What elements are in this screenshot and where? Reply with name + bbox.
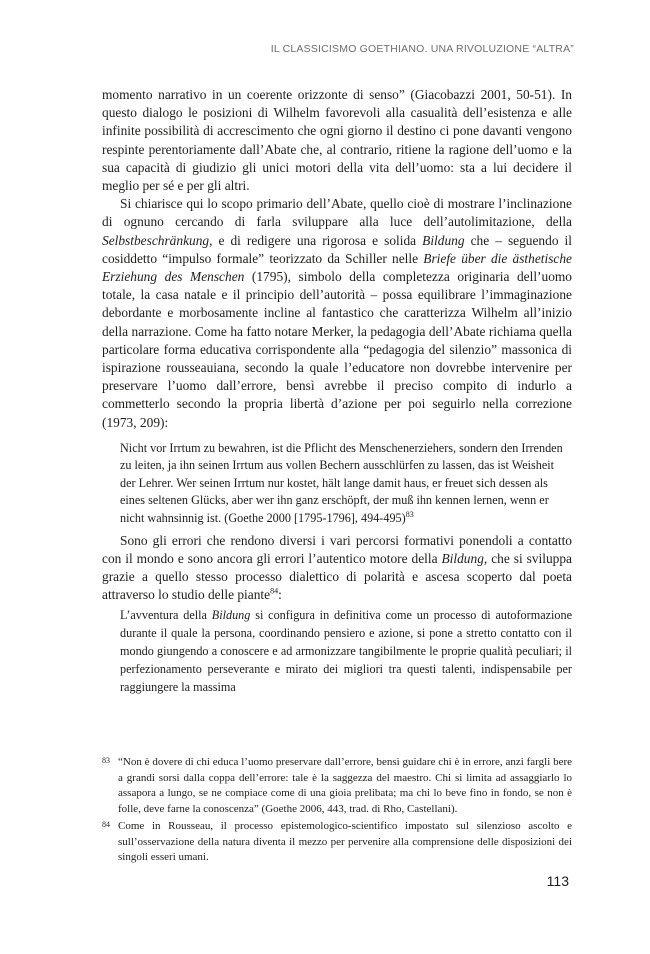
text-run: (1795), simbolo della completezza originaria dell’uomo totale, la casa natale e il principio dell’autorità – possa equilibrare l’immaginazione debordante e morbosamente incline al fantastico che caratterizza Wilhelm all’inizio della narrazione. Come ha fatto notare Merker, la pedagogia dell’Abate richiama quella particolare forma educativa corrispondente alla “pedagogia del silenzio” massonica di ispirazione rousseauiana, secondo la quale l’educatore non dovrebbe intervenire per preservare l’uomo dall’errore, bensì avrebbe il preciso compito di indurlo a commetterlo secondo la propria libertà d’azione per poi seguirlo nella correzione (1973, 209): bbox=[102, 269, 572, 430]
italic-term-bildung: Bildung bbox=[441, 551, 484, 566]
block-quote-german bbox=[120, 440, 572, 527]
footnote-number: 83 bbox=[102, 756, 110, 765]
footnotes bbox=[102, 755, 572, 868]
footnote-number: 84 bbox=[102, 820, 110, 829]
paragraph-3 bbox=[102, 532, 572, 604]
page-number: 113 bbox=[546, 873, 569, 889]
footnote-84 bbox=[102, 819, 572, 866]
text-run: L’avventura della bbox=[120, 608, 212, 622]
footnote-text: Come in Rousseau, il processo epistemologico-scientifico impostato sul silenzioso ascolto e sull’osservazione della natura diventa il mezzo per pervenire alla comprensione delle disposizioni dei singoli esseri umani. bbox=[118, 820, 572, 863]
paragraph-1: momento narrativo in un coerente orizzonte di senso” (Giacobazzi 2001, 50-51). In questo dialogo le posizioni di Wilhelm favorevoli alla casualità dell’esistenza e alle infinite possibilità di accrescimento che ogni giorno il destino ci pone davanti vengono respinte perentoriamente dall’Abate che, al contrario, ritiene la ragione dell’uomo e la sua capacità di giudizio gli unici motori della vita dell’uomo: sta a lui decidere il meglio per sé e per gli altri. bbox=[102, 87, 572, 194]
text-run: Sono gli errori che rendono diversi i vari percorsi formativi ponendoli a contatto con il mondo e sono ancora gli errori l’autentico motore della bbox=[102, 533, 572, 566]
italic-term-selbstbeschraenkung: Selbstbeschränkung bbox=[102, 232, 210, 248]
running-head: IL CLASSICISMO GOETHIANO. UNA RIVOLUZIONE “ALTRA” bbox=[270, 43, 574, 55]
text-run: , che si sviluppa grazie a quello stesso processo dialettico di polarità e ascesa scoperto dal poeta attraverso lo studio delle piante bbox=[102, 551, 572, 602]
footnote-83 bbox=[102, 755, 572, 817]
text-run: , e di redigere una rigorosa e solida bbox=[209, 232, 423, 248]
italic-title-briefe: Briefe über die ästhetische Erziehung des Menschen bbox=[102, 250, 573, 285]
footnote-text: “Non è dovere di chi educa l’uomo preservare dall’errore, bensì guidare chi è in errore, anzi fargli bere a grandi sorsi dalla coppa dell’errore: tale è la saggezza del maestro. Chi si limita ad assaggiarlo lo assapora a lungo, se ne compiace come di una gioia prelibata; ma chi lo beve fino in fondo, se non è folle, deve farne la conoscenza” (Goethe 2006, 443, trad. di Rho, Castellani). bbox=[118, 756, 572, 815]
italic-term-bildung: Bildung bbox=[211, 608, 251, 622]
footnote-ref-83[interactable]: 83 bbox=[405, 509, 414, 519]
text-run: si configura in definitiva come un processo di autoformazione durante il quale la persona, coordinando pensiero e azione, si pone a stretto contatto con il mondo giungendo a conoscere e ad armonizzare tangibilmente le proprie qualità peculiari; il perfezionamento perseverante e mirato dei migliori tra questi talenti, indispensabile per raggiungere la massima bbox=[120, 608, 572, 695]
text-run: che – seguendo il cosiddetto “impulso formale” teorizzato da Schiller nelle bbox=[102, 232, 572, 266]
text-run: : bbox=[278, 587, 282, 602]
paragraph-2 bbox=[102, 195, 572, 432]
block-quote-italian bbox=[120, 606, 572, 696]
main-text bbox=[102, 86, 572, 432]
quote-text: Nicht vor Irrtum zu bewahren, ist die Pflicht des Menschenerziehers, sondern den Irrenden zu leiten, ja ihn seinen Irrtum aus vollen Bechern ausschlürfen zu lassen, das ist Weisheit der Lehrer. Wer seinen Irrtum nur kostet, hält lange damit haus, er freuet sich dessen als eines seltenen Glücks, aber wer ihn ganz erschöpft, der muß ihn kennen lernen, wenn er nicht wahnsinnig ist. (Goethe 2000 [1795-1796], 494-495) bbox=[120, 441, 563, 525]
footnote-ref-84[interactable]: 84 bbox=[270, 586, 279, 596]
text-run: Si chiarisce qui lo scopo primario dell’Abate, quello cioè di mostrare l’inclinazione di ognuno cercando di farla sviluppare alla luce dell’autolimitazione, della bbox=[102, 196, 572, 230]
italic-term-bildung: Bildung bbox=[422, 232, 465, 248]
